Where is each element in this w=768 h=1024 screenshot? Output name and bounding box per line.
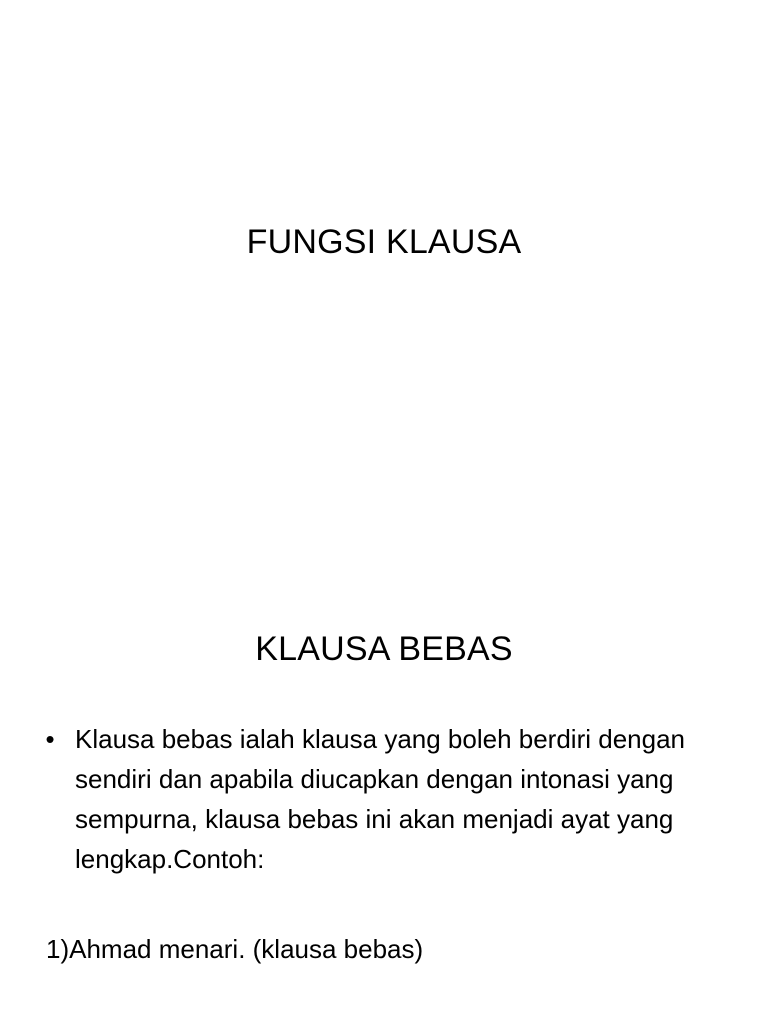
slide-title: KLAUSA BEBAS [255, 630, 513, 668]
bullet-icon: • [45, 724, 55, 754]
slide-title: FUNGSI KLAUSA [246, 223, 522, 261]
bullet-list [40, 719, 740, 879]
slide-2 [0, 510, 768, 1024]
slide-1 [0, 0, 768, 510]
bullet-text: Klausa bebas ialah klausa yang boleh berdiri dengan sendiri dan apabila diucapkan dengan intonasi yang sempurna, klausa bebas ini akan menjadi ayat yang lengkap.Contoh: [75, 724, 685, 874]
example-text: 1)Ahmad menari. (klausa bebas) [46, 934, 424, 964]
bullet-item [40, 719, 740, 879]
